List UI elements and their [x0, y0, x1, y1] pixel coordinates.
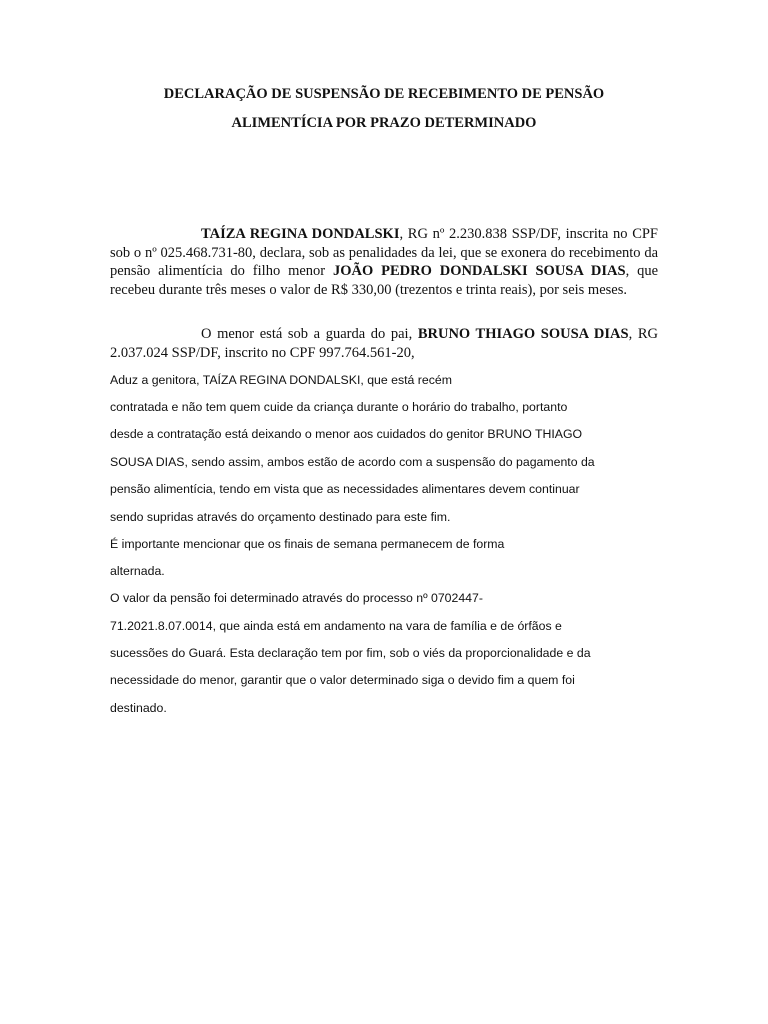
body-line: 71.2021.8.07.0014, que ainda está em andamento na vara de família e de órfãos e [110, 619, 562, 633]
body-line: É importante mencionar que os finais de semana permanecem de forma [110, 537, 505, 551]
child-name: JOÃO PEDRO DONDALSKI SOUSA DIAS [333, 263, 626, 279]
body-line: pensão alimentícia, tendo em vista que as necessidades alimentares devem continuar [110, 482, 580, 496]
document-title-line-2: ALIMENTÍCIA POR PRAZO DETERMINADO [231, 115, 537, 131]
custody-text-2: , RG 2.037.024 SSP/DF, inscrito no CPF 997.764.561-20, [110, 326, 658, 361]
declaration-text-1: , RG nº 2.230.838 SSP/DF, inscrita no CPF sob o nº 025.468.731-80, declara, sob as penalidades da lei, que se exonera do recebimento da pensão alimentícia do filho menor [110, 226, 658, 279]
body-line: Aduz a genitora, TAÍZA REGINA DONDALSKI, que está recém [110, 373, 452, 387]
declaration-text-2: , que recebeu durante três meses o valor de R$ 330,00 (trezentos e trinta reais), por seis meses. [110, 263, 658, 298]
body-line: alternada. [110, 564, 165, 578]
declarant-name: TAÍZA REGINA DONDALSKI [201, 226, 400, 242]
body-line: sucessões do Guará. Esta declaração tem por fim, sob o viés da proporcionalidade e da [110, 646, 591, 660]
custody-text-1: O menor está sob a guarda do pai, [201, 326, 418, 342]
document-title-line-1: DECLARAÇÃO DE SUSPENSÃO DE RECEBIMENTO DE PENSÃO [163, 86, 605, 102]
father-name: BRUNO THIAGO SOUSA DIAS [417, 326, 629, 342]
body-line: SOUSA DIAS, sendo assim, ambos estão de acordo com a suspensão do pagamento da [110, 455, 595, 469]
body-line: destinado. [110, 701, 167, 715]
body-line: sendo supridas através do orçamento destinado para este fim. [110, 510, 451, 524]
declaration-paragraph [110, 225, 658, 299]
body-line: O valor da pensão foi determinado através do processo nº 0702447- [110, 591, 483, 605]
body-line: desde a contratação está deixando o menor aos cuidados do genitor BRUNO THIAGO [110, 427, 583, 441]
custody-paragraph [110, 325, 658, 362]
body-line: contratada e não tem quem cuide da criança durante o horário do trabalho, portanto [110, 400, 568, 414]
body-line: necessidade do menor, garantir que o valor determinado siga o devido fim a quem foi [110, 673, 575, 687]
